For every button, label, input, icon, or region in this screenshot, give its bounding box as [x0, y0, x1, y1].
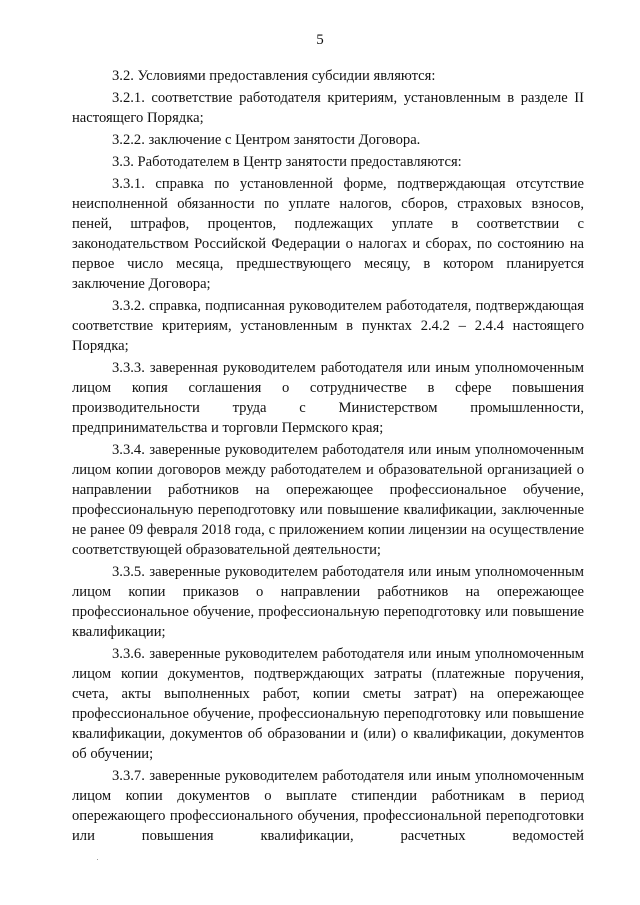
page-number: 5: [316, 32, 324, 48]
document-body: [72, 66, 584, 848]
paragraph-3-3-4: 3.3.4. заверенные руководителем работодателя или иным уполномоченным лицом копии договоров между работодателем и образовательной организацией о направлении работников на опережающее профессиональное обучение, профессиональную переподготовку или повышение квалификации, заключенные не ранее 09 февраля 2018 года, с приложением копии лицензии на осуществление соответствующей образовательной деятельности;: [72, 442, 584, 558]
paragraph-3-3-6: 3.3.6. заверенные руководителем работодателя или иным уполномоченным лицом копии документов, подтверждающих затраты (платежные поручения, счета, акты выполненных работ, копии сметы затрат) на опережающее профессиональное обучение, профессиональную переподготовку или повышение квалификации, документов об образовании и (или) о квалификации, документов об обучении;: [72, 646, 584, 762]
paragraph-3-3-7: 3.3.7. заверенные руководителем работодателя или иным уполномоченным лицом копии документов о выплате стипендии работникам в период опережающего профессионального обучения, профессиональной переподготовки или повышения квалификации, расчетных ведомостей: [72, 768, 584, 844]
scan-speck: [97, 859, 98, 860]
paragraph-3-2: 3.2. Условиями предоставления субсидии являются:: [112, 68, 436, 84]
paragraph-3-3-3: 3.3.3. заверенная руководителем работодателя или иным уполномоченным лицом копия соглашения о сотрудничестве в сфере повышения производительности труда с Министерством промышленности, предпринимательства и торговли Пермского края;: [72, 360, 584, 436]
paragraph-3-2-2: 3.2.2. заключение с Центром занятости Договора.: [112, 132, 421, 148]
paragraph-3-3-2: 3.3.2. справка, подписанная руководителем работодателя, подтверждающая соответствие критериям, установленным в пунктах 2.4.2 – 2.4.4 настоящего Порядка;: [72, 298, 584, 354]
paragraph-3-2-1: 3.2.1. соответствие работодателя критериям, установленным в разделе II настоящего Порядка;: [72, 90, 584, 126]
paragraph-3-3-1: 3.3.1. справка по установленной форме, подтверждающая отсутствие неисполненной обязанности по уплате налогов, сборов, страховых взносов, пеней, штрафов, процентов, подлежащих уплате в соответствии с законодательством Российской Федерации о налогах и сборах, по состоянию на первое число месяца, предшествующего месяцу, в котором планируется заключение Договора;: [72, 176, 584, 292]
paragraph-3-3: 3.3. Работодателем в Центр занятости предоставляются:: [112, 154, 462, 170]
paragraph-3-3-5: 3.3.5. заверенные руководителем работодателя или иным уполномоченным лицом копии приказов о направлении работников на опережающее профессиональное обучение, профессиональную переподготовку или повышение квалификации;: [72, 564, 584, 640]
